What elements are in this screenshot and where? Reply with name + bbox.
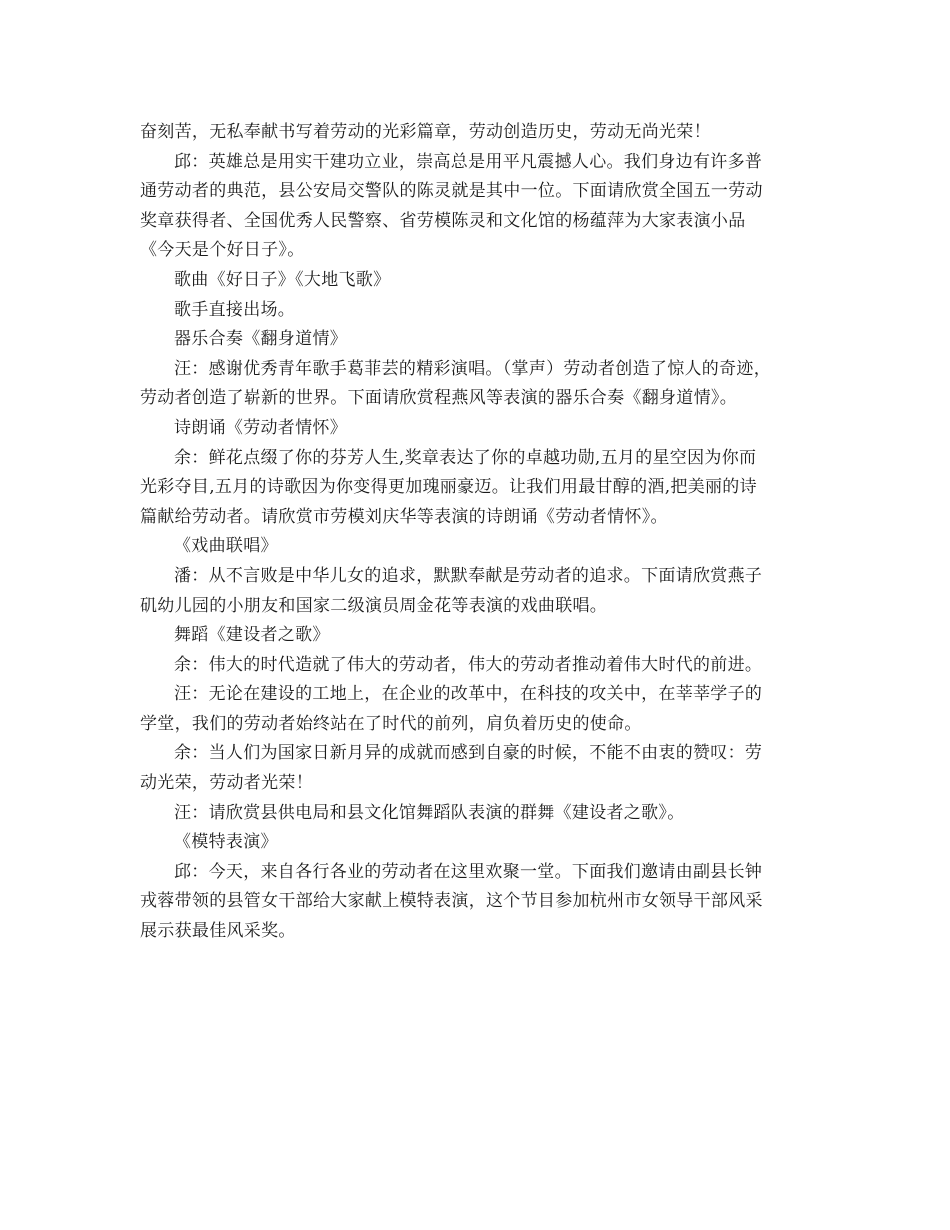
paragraph-line: 余：当人们为国家日新月异的成就而感到自豪的时候，不能不由衷的赞叹：劳 bbox=[174, 743, 763, 764]
program-title: 《戏曲联唱》 bbox=[174, 536, 278, 557]
paragraph-line: 余：鲜花点缀了你的芬芳人生,奖章表达了你的卓越功勋,五月的星空因为你而 bbox=[174, 447, 757, 468]
paragraph-line: 矶幼儿园的小朋友和国家二级演员周金花等表演的戏曲联唱。 bbox=[140, 595, 608, 616]
paragraph-line: 戎蓉带领的县管女干部给大家献上模特表演，这个节目参加杭州市女领导干部风采 bbox=[140, 891, 763, 912]
program-title: 器乐合奏《翻身道情》 bbox=[174, 329, 347, 350]
paragraph-line: 《今天是个好日子》。 bbox=[140, 240, 305, 261]
document-body bbox=[140, 118, 812, 947]
paragraph-line: 奖章获得者、全国优秀人民警察、省劳模陈灵和文化馆的杨蕴萍为大家表演小品 bbox=[140, 210, 746, 231]
paragraph-line: 奋刻苦，无私奉献书写着劳动的光彩篇章，劳动创造历史，劳动无尚光荣！ bbox=[140, 122, 711, 142]
paragraph-line: 邱：英雄总是用实干建功立业，崇高总是用平凡震撼人心。我们身边有许多普 bbox=[174, 151, 763, 172]
paragraph-line: 劳动者创造了崭新的世界。下面请欣赏程燕风等表演的器乐合奏《翻身道情》。 bbox=[140, 388, 737, 409]
paragraph-line: 汪：请欣赏县供电局和县文化馆舞蹈队表演的群舞《建设者之歌》。 bbox=[174, 802, 685, 823]
paragraph-line: 篇献给劳动者。请欣赏市劳模刘庆华等表演的诗朗诵《劳动者情怀》。 bbox=[140, 506, 668, 527]
paragraph-line: 通劳动者的典范，县公安局交警队的陈灵就是其中一位。下面请欣赏全国五一劳动 bbox=[140, 181, 763, 202]
paragraph-line: 汪：感谢优秀青年歌手葛菲芸的精彩演唱。（掌声）劳动者创造了惊人的奇迹， bbox=[174, 358, 771, 379]
paragraph-line: 歌手直接出场。 bbox=[174, 299, 296, 320]
program-title: 诗朗诵《劳动者情怀》 bbox=[174, 417, 347, 438]
paragraph-line: 展示获最佳风采奖。 bbox=[140, 921, 296, 942]
paragraph-line: 余：伟大的时代造就了伟大的劳动者，伟大的劳动者推动着伟大时代的前进。 bbox=[174, 654, 763, 675]
paragraph-line: 光彩夺目,五月的诗歌因为你变得更加瑰丽豪迈。让我们用最甘醇的酒,把美丽的诗 bbox=[140, 477, 757, 498]
paragraph-line: 汪：无论在建设的工地上，在企业的改革中，在科技的攻关中，在莘莘学子的 bbox=[174, 684, 763, 705]
paragraph-line: 邱：今天，来自各行各业的劳动者在这里欢聚一堂。下面我们邀请由副县长钟 bbox=[174, 861, 763, 882]
paragraph-line: 动光荣，劳动者光荣！ bbox=[140, 773, 313, 794]
program-title: 歌曲《好日子》《大地飞歌》 bbox=[174, 269, 391, 290]
paragraph-line: 潘：从不言败是中华儿女的追求，默默奉献是劳动者的追求。下面请欣赏燕子 bbox=[174, 565, 763, 586]
program-title: 《模特表演》 bbox=[174, 832, 278, 853]
program-title: 舞蹈《建设者之歌》 bbox=[174, 625, 330, 646]
paragraph-line: 学堂，我们的劳动者始终站在了时代的前列，肩负着历史的使命。 bbox=[140, 713, 642, 734]
